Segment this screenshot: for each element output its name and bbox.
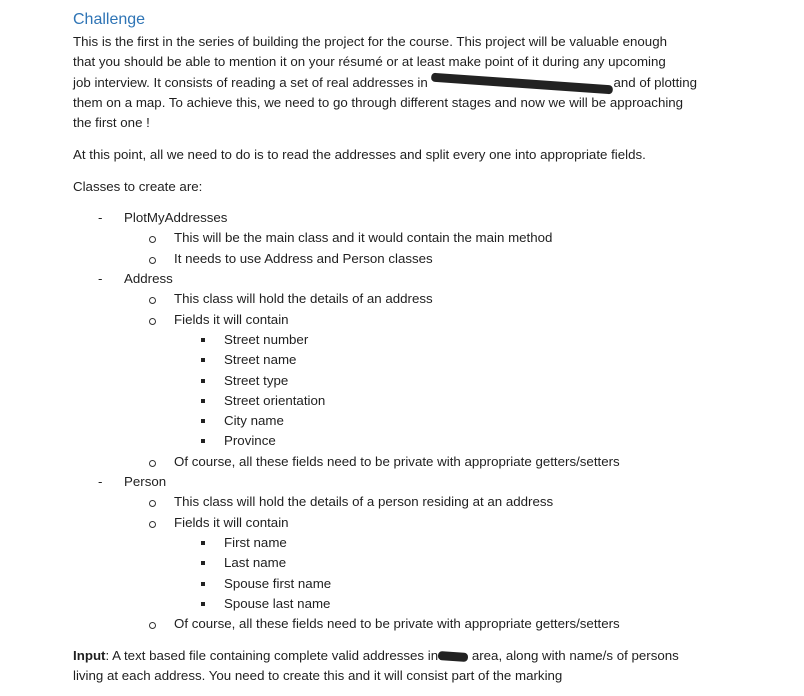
- dash-bullet: -: [98, 474, 103, 489]
- field-item: Spouse last name: [224, 596, 331, 611]
- dash-bullet: -: [98, 210, 103, 225]
- field-item: First name: [224, 535, 287, 550]
- list-item: Of course, all these fields need to be private with appropriate getters/setters: [174, 616, 620, 631]
- circle-bullet-icon: [149, 622, 156, 629]
- paragraph-text: and of plotting: [613, 75, 698, 90]
- section-heading: Challenge: [73, 11, 146, 28]
- field-item: Last name: [224, 555, 287, 570]
- field-item: Street type: [224, 373, 289, 388]
- square-bullet-icon: [201, 419, 205, 423]
- circle-bullet-icon: [149, 460, 156, 467]
- paragraph-line: that you should be able to mention it on your résumé or at least make point of it during any upcoming: [73, 54, 666, 69]
- paragraph: At this point, all we need to do is to read the addresses and split every one into appropriate fields.: [73, 147, 646, 162]
- circle-bullet-icon: [149, 318, 156, 325]
- paragraph-line: [73, 73, 697, 93]
- list-item: Fields it will contain: [174, 312, 289, 327]
- input-description-line: [73, 646, 679, 666]
- input-label: Input: [73, 648, 106, 663]
- square-bullet-icon: [201, 379, 205, 383]
- circle-bullet-icon: [149, 521, 156, 528]
- field-item: Province: [224, 433, 276, 448]
- field-item: City name: [224, 413, 284, 428]
- list-item: It needs to use Address and Person classes: [174, 251, 433, 266]
- square-bullet-icon: [201, 399, 205, 403]
- input-text: area, along with name/s of persons: [471, 648, 679, 663]
- list-item: This class will hold the details of an address: [174, 291, 433, 306]
- class-name: Person: [124, 474, 167, 489]
- square-bullet-icon: [201, 541, 205, 545]
- square-bullet-icon: [201, 561, 205, 565]
- list-item: Fields it will contain: [174, 515, 289, 530]
- redaction-mark: [431, 73, 613, 95]
- input-description-line: living at each address. You need to create this and it will consist part of the marking: [73, 668, 563, 683]
- class-name: Address: [124, 271, 173, 286]
- square-bullet-icon: [201, 358, 205, 362]
- list-item: This will be the main class and it would contain the main method: [174, 230, 553, 245]
- circle-bullet-icon: [149, 236, 156, 243]
- paragraph-line: the first one !: [73, 115, 150, 130]
- square-bullet-icon: [201, 338, 205, 342]
- list-item: This class will hold the details of a person residing at an address: [174, 494, 554, 509]
- circle-bullet-icon: [149, 297, 156, 304]
- field-item: Street orientation: [224, 393, 326, 408]
- paragraph-text: job interview. It consists of reading a set of real addresses in: [73, 75, 428, 90]
- input-text: : A text based file containing complete valid addresses in: [105, 648, 439, 663]
- square-bullet-icon: [201, 439, 205, 443]
- redaction-mark: [438, 651, 469, 662]
- paragraph-line: This is the first in the series of building the project for the course. This project will be valuable enough: [73, 34, 667, 49]
- field-item: Street number: [224, 332, 309, 347]
- dash-bullet: -: [98, 271, 103, 286]
- field-item: Street name: [224, 352, 297, 367]
- circle-bullet-icon: [149, 257, 156, 264]
- square-bullet-icon: [201, 602, 205, 606]
- list-item: Of course, all these fields need to be private with appropriate getters/setters: [174, 454, 620, 469]
- class-name: PlotMyAddresses: [124, 210, 228, 225]
- paragraph-line: them on a map. To achieve this, we need to go through different stages and now we will be approaching: [73, 95, 684, 110]
- circle-bullet-icon: [149, 500, 156, 507]
- square-bullet-icon: [201, 582, 205, 586]
- field-item: Spouse first name: [224, 576, 332, 591]
- paragraph: Classes to create are:: [73, 179, 203, 194]
